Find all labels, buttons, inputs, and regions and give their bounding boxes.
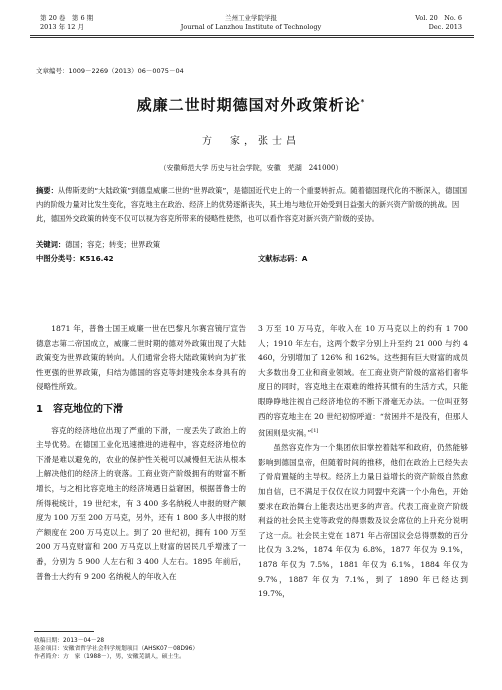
abstract [36, 184, 468, 226]
volume-issue: 第 20 卷 第 6 期 [40, 14, 94, 22]
journal-title-cn: 兰州工业学院学报 [225, 14, 277, 22]
paper-title [0, 94, 502, 115]
document-code: 文献标志码：A [258, 254, 308, 263]
abstract-label: 摘要： [36, 186, 58, 195]
politics-paragraph: 虽然容克作为一个集团依旧掌控着陆军和政府，仍然能够影响到德国皇帝，但随着时间的推移，他们在政治上已经失去了骨肩置疑的主导权。经济上力量日益增长的资产阶级自然愈加自信，已不满足于仅仅在议力同盟中充满一个小角色，开始要求在政治舞台上能表达出更多的声音。代表工商业资产阶级利益的社会民主党等政党的得票数及议会席位的上升充分说明了这一点。社会民主党在 1871 年占帝国议会总得票数的百分比仅为 3.2%，1874 年仅为 6.8%，1877 年仅为 9.1%，1878 年仅为 7.5%，1881 年仅为 6.1%，1884 年仅为 9.7%，1887 年仅为 7.1%，到了 1890 年已经达到 19.7%， [258, 443, 468, 599]
keywords [36, 240, 468, 250]
section-heading: 1 容克地位的下滑 [36, 403, 123, 415]
keywords-label: 关键词： [36, 240, 66, 249]
section1-paragraph: 容克的经济地位出现了严重的下滑，一度丢失了政治上的主导优势。在德国工业化迅速推进的进程中，容克经济地位的下滑是难以避免的，农业的保护性关税可以减慢但无法从根本上解决他们的经济上的衰落。工商业资产阶级拥有的财富不断增长，与之相比容克地主的经济境遇日益窘困，根据普鲁士的所得税统计，19 世纪末，有 3 400 多名纳税人申报的财产额度为 100 万至 200 万马克，另外，还有 1 800 多人申报的财产额度在 200 万马克以上。到了 20 世纪初，拥有 100 万至 200 万马克财富和 200 万马克以上财富的居民几乎增涨了一番，分别为 5 900 人左右和 3 400 人左右。1895 年前后，普鲁士大约有 9 200 名纳税人的年收入在 [36, 425, 246, 581]
abstract-text: 从俾斯麦的“大陆政策”到德皇威廉二世的“世界政策”，是德国近代史上的一个重要转折点。随着德国现代化的不断深入，德国国内的阶级力量对比发生变化，容克地主在政治、经济上的优势逐渐丧失，其土地与地位开始受到日益强大的新兴资产阶级的挑战。因此，德国外交政策的转变不仅可以视为容克所带来的侵略性使然，也可以看作容克对新兴资产阶级的妥协。 [36, 186, 468, 223]
fund-project: 基金项目：安徽省哲学社会科学规划项目（AHSK07－08D96） [34, 646, 199, 652]
citation-ref: [1] [311, 428, 319, 435]
journal-title-en: Journal of Lanzhou Institute of Technology [180, 23, 322, 31]
vol-no-en: Vol. 20 No. 6 [415, 14, 462, 22]
left-column [36, 322, 246, 584]
affiliation: （安徽师范大学 历史与社会学院，安徽 芜湖 241000） [159, 164, 343, 172]
intro-paragraph: 1871 年，普鲁士国王威廉一世在巴黎凡尔赛宫镜厅宣告德意志第二帝国成立，威廉二世时期的德对外政策出现了大陆政策变为世界政策的转向。人们通常会将大陆政策转向为扩张性更强的世界政策，归结为德国的容克等封建残余本身具有的侵略性所致。 [36, 324, 246, 392]
author-bio: 作者简介：方 家（1988－），男，安徽芜湖人，硕士生。 [34, 654, 185, 660]
date-en: Dec. 2013 [428, 23, 462, 31]
header-rule-2 [30, 37, 474, 38]
right-column [258, 322, 468, 602]
issue-date: 2013 年 12 月 [40, 23, 85, 31]
continued-paragraph [258, 322, 468, 441]
continued-paragraph-text: 3 万至 10 万马克，年收入在 10 万马克以上的约有 1 700 人；1910 年左右，这两个数字分别上升至约 21 000 与约 4 460，分别增加了 126% 和 162%。这些拥有巨大财富的成员大多数出身工业和商业领域。在工商业资产阶级的富裕们奢华度日的同时，容克地主在艰难的维持其惯有的生活方式，只能眼睁睁地注视自己经济地位的不断下滑毫无办法。一位叫亚努西的容克地主在 20 世纪初惊呼道：“贫困并不是没有，但那人贫困则是灾祸。” [258, 324, 468, 438]
title-footnote-mark: * [360, 98, 366, 106]
footnote-rule [34, 631, 94, 632]
paper-title-text: 威廉二世时期德国对外政策析论 [136, 96, 361, 114]
journal-vol-en [415, 14, 462, 32]
authors: 方 家，张士昌 [202, 136, 300, 147]
footnote [34, 637, 464, 661]
class-number: 中图分类号：K516.42 [36, 254, 114, 263]
received-date: 收稿日期：2013－04－28 [34, 638, 105, 644]
header-rule [30, 35, 474, 36]
keywords-text: 德国；容克；转变；世界政策 [65, 240, 161, 249]
article-id: 文章编号：1009－2269（2013）06－0075－04 [36, 67, 184, 75]
